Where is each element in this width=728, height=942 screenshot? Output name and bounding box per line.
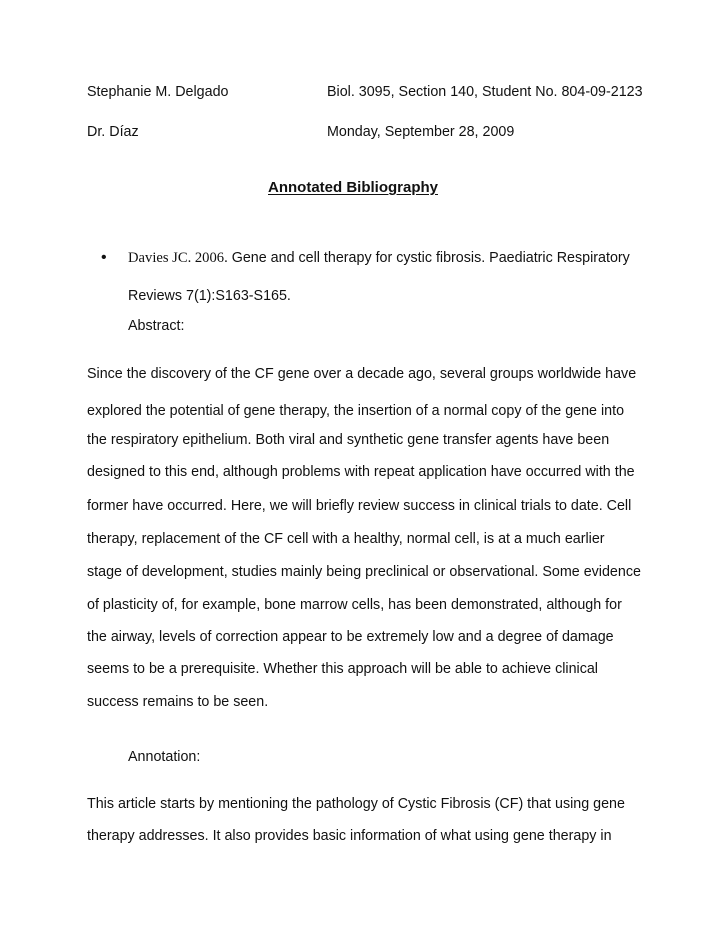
annotation-line: This article starts by mentioning the pathology of Cystic Fibrosis (CF) that using gene	[87, 796, 625, 812]
citation-line-1	[128, 251, 630, 266]
bullet-icon: •	[101, 249, 107, 266]
professor-name: Dr. Díaz	[87, 124, 139, 140]
abstract-line: stage of development, studies mainly being preclinical or observational. Some evidence	[87, 564, 641, 580]
page-title: Annotated Bibliography	[268, 179, 438, 196]
citation-line-2: Reviews 7(1):S163-S165.	[128, 288, 291, 304]
abstract-label: Abstract:	[128, 318, 185, 334]
abstract-line: success remains to be seen.	[87, 694, 269, 710]
student-name: Stephanie M. Delgado	[87, 84, 229, 100]
annotation-line: therapy addresses. It also provides basic information of what using gene therapy in	[87, 828, 612, 844]
course-info: Biol. 3095, Section 140, Student No. 804-09-2123	[327, 84, 643, 100]
annotation-label: Annotation:	[128, 749, 201, 765]
document-date: Monday, September 28, 2009	[327, 124, 515, 140]
abstract-line: designed to this end, although problems with repeat application have occurred with the	[87, 464, 635, 480]
abstract-line: the respiratory epithelium. Both viral and synthetic gene transfer agents have been	[87, 432, 610, 448]
citation-author: Davies JC. 2006.	[128, 250, 228, 266]
abstract-line: seems to be a prerequisite. Whether this approach will be able to achieve clinical	[87, 661, 598, 677]
abstract-line: of plasticity of, for example, bone marrow cells, has been demonstrated, although for	[87, 597, 622, 613]
abstract-line: Since the discovery of the CF gene over a decade ago, several groups worldwide have	[87, 366, 637, 382]
abstract-line: former have occurred. Here, we will briefly review success in clinical trials to date. Cell	[87, 498, 632, 514]
citation-title: Gene and cell therapy for cystic fibrosis. Paediatric Respiratory	[231, 250, 630, 266]
abstract-line: explored the potential of gene therapy, the insertion of a normal copy of the gene into	[87, 403, 625, 419]
abstract-line: therapy, replacement of the CF cell with a healthy, normal cell, is at a much earlier	[87, 531, 605, 547]
abstract-line: the airway, levels of correction appear to be extremely low and a degree of damage	[87, 629, 614, 645]
